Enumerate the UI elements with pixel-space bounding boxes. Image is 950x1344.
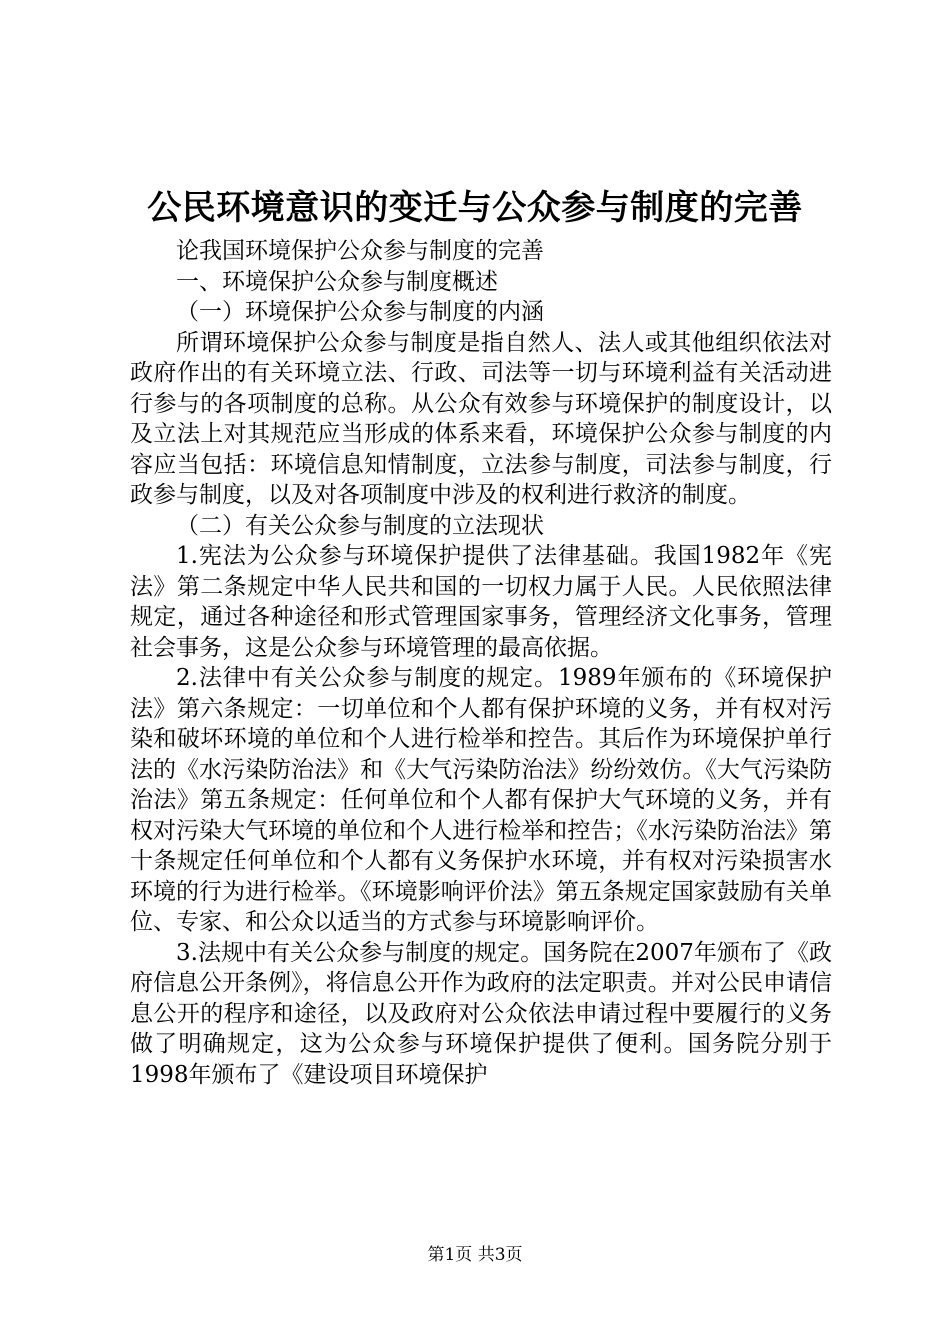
paragraph: 3.法规中有关公众参与制度的规定。国务院在2007年颁布了《政府信息公开条例》，将信息公开作为政府的法定职责。并对公民申请信息公开的程序和途径，以及政府对公众依法申请过程中要履行的义务做了明确规定，这为公众参与环境保护提供了便利。国务院分别于1998年颁布了《建设项目环境保护	[130, 939, 832, 1088]
lead-line: 论我国环境保护公众参与制度的完善	[176, 238, 544, 264]
subsection-heading: （一）环境保护公众参与制度的内涵	[176, 299, 544, 325]
paragraph: 所谓环境保护公众参与制度是指自然人、法人或其他组织依法对政府作出的有关环境立法、行政、司法等一切与环境利益有关活动进行参与的各项制度的总称。从公众有效参与环境保护的制度设计，以及立法上对其规范应当形成的体系来看，环境保护公众参与制度的内容应当包括：环境信息知情制度，立法参与制度，司法参与制度，行政参与制度，以及对各项制度中涉及的权利进行救济的制度。	[130, 329, 832, 508]
paragraph: 2.法律中有关公众参与制度的规定。1989年颁布的《环境保护法》第六条规定：一切单位和个人都有保护环境的义务，并有权对污染和破坏环境的单位和个人进行检举和控告。其后作为环境保护单行法的《水污染防治法》和《大气污染防治法》纷纷效仿。《大气污染防治法》第五条规定：任何单位和个人都有保护大气环境的义务，并有权对污染大气环境的单位和个人进行检举和控告；《水污染防治法》第十条规定任何单位和个人都有义务保护水环境，并有权对污染损害水环境的行为进行检举。《环境影响评价法》第五条规定国家鼓励有关单位、专家、和公众以适当的方式参与环境影响评价。	[130, 665, 832, 935]
subsection-heading: （二）有关公众参与制度的立法现状	[176, 512, 544, 539]
section-heading: 一、环境保护公众参与制度概述	[176, 268, 498, 295]
document-title: 公民环境意识的变迁与公众参与制度的完善	[147, 188, 803, 228]
page-footer: 第1页 共3页	[427, 1245, 523, 1265]
document-body	[130, 236, 832, 1090]
paragraph: 1.宪法为公众参与环境保护提供了法律基础。我国1982年《宪法》第二条规定中华人民共和国的一切权力属于人民。人民依照法律规定，通过各种途径和形式管理国家事务，管理经济文化事务，管理社会事务，这是公众参与环境管理的最高依据。	[130, 543, 832, 661]
